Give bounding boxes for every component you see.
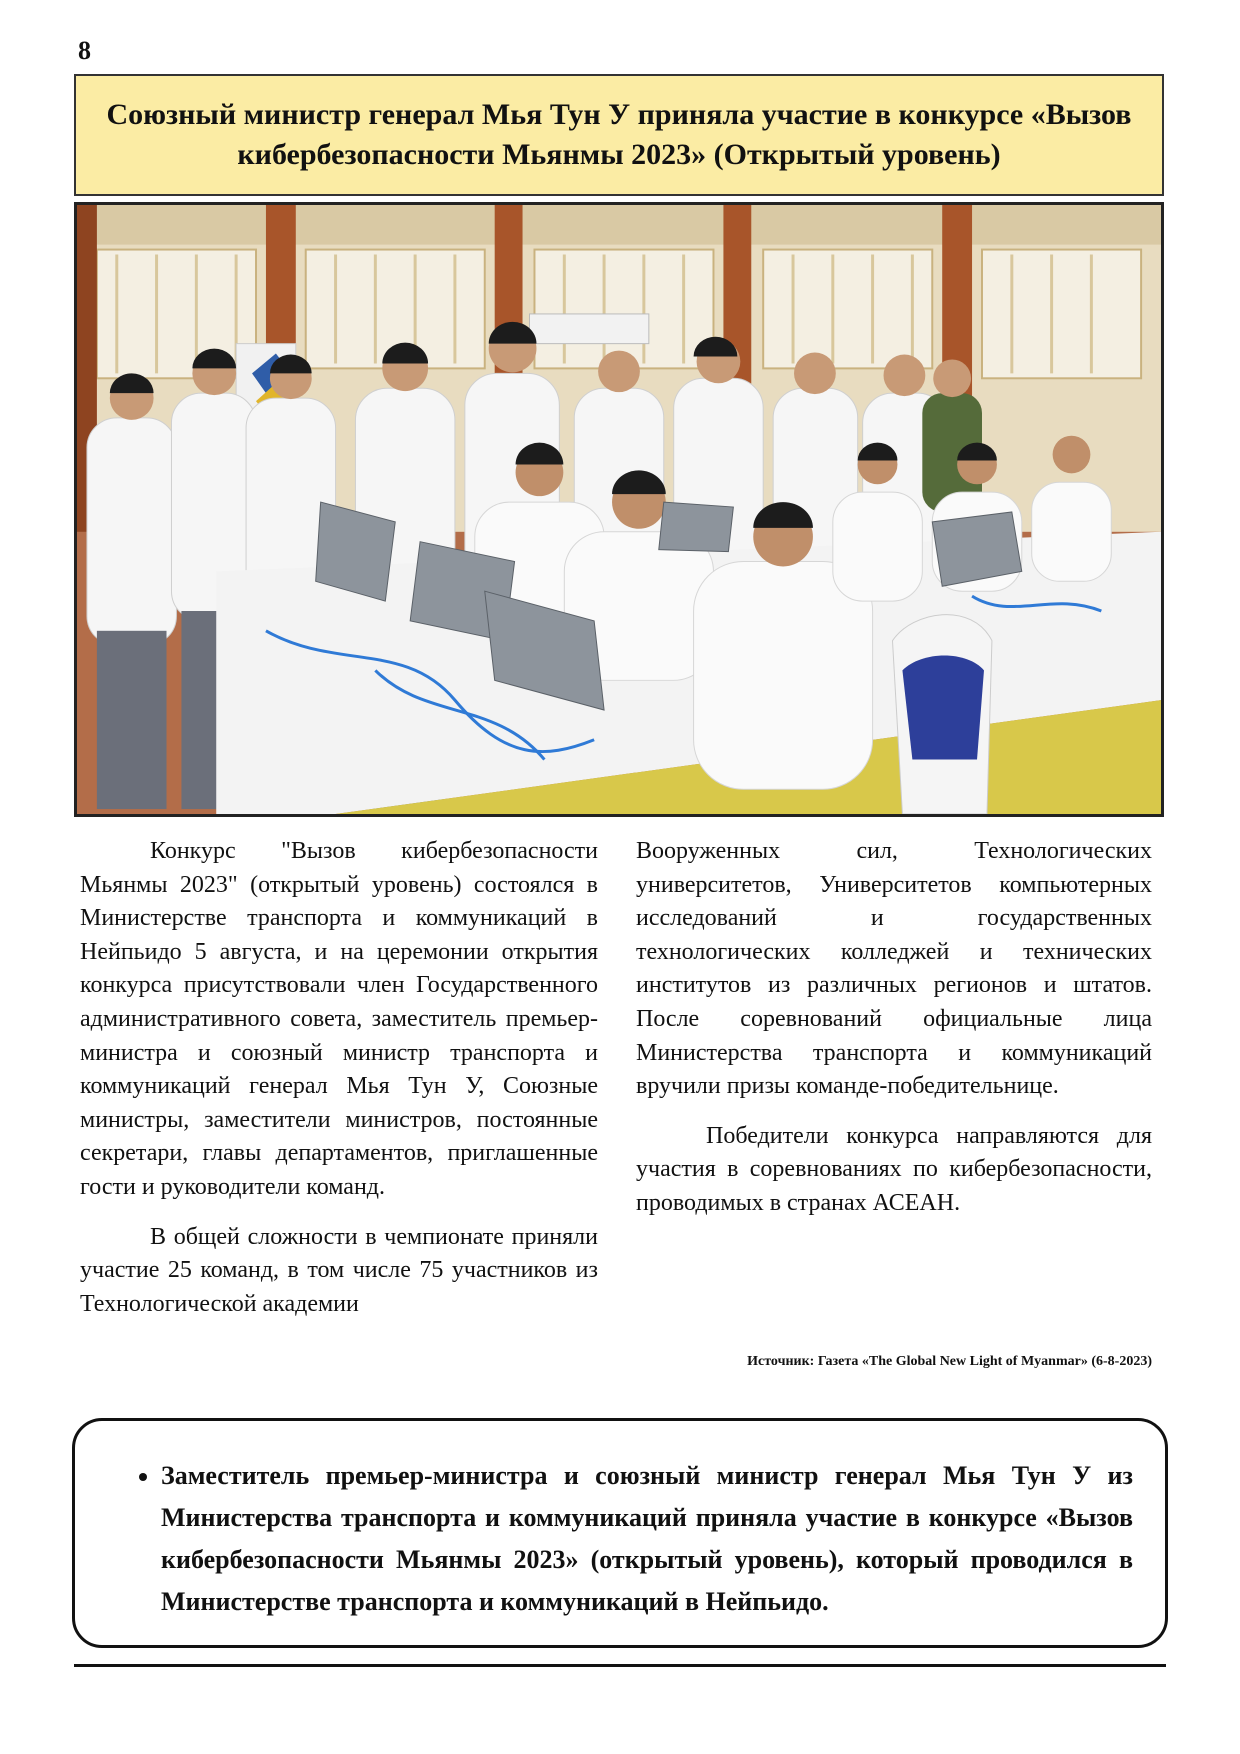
- page-number: 8: [78, 36, 91, 65]
- article-paragraph-3: Победители конкурса направляются для участия в соревнованиях по кибербезопасности, проводимых в странах АСЕАН.: [636, 1122, 1152, 1216]
- article-paragraph-1: Конкурс "Вызов кибербезопасности Мьянмы 2023" (открытый уровень) состоялся в Министерстве транспорта и коммуникаций в Нейпьидо 5 августа, и на церемонии открытия конкурса присутствовали член Государственного административного совета, заместитель премьер-министра и союзный министр транспорта и коммуникаций генерал Мья Тун У, Союзные министры, заместители министров, постоянные секретари, главы департаментов, приглашенные гости и руководители команд.: [80, 838, 598, 1200]
- article-title: Союзный министр генерал Мья Тун У приняла участие в конкурсе «Вызов кибербезопасности Мьянмы 2023» (Открытый уровень): [106, 98, 1132, 171]
- summary-list: [121, 1455, 1133, 1623]
- event-photo-illustration: [77, 205, 1161, 814]
- article-column-right: [636, 835, 1152, 1221]
- event-photo: [74, 202, 1164, 817]
- summary-box: [72, 1418, 1168, 1648]
- article-column-left: [80, 835, 598, 1321]
- summary-bullet: • Заместитель премьер-министра и союзный министр генерал Мья Тун У из Министерства транспорта и коммуникаций приняла участие в конкурсе «Вызов кибербезопасности Мьянмы 2023» (открытый уровень), который проводился в Министерстве транспорта и коммуникаций в Нейпьидо.: [161, 1455, 1133, 1623]
- article-paragraph-2-start: В общей сложности в чемпионате приняли участие 25 команд, в том числе 75 участников из Технологической академии: [80, 1223, 598, 1317]
- article-paragraph-2-continued: Вооруженных сил, Технологических университетов, Университетов компьютерных исследований и государственных технологических колледжей и технических институтов из различных регионов и штатов. После соревнований официальные лица Министерства транспорта и коммуникаций вручили призы команде-победительнице.: [636, 838, 1152, 1100]
- title-banner: [74, 74, 1164, 196]
- bottom-divider: [74, 1664, 1166, 1667]
- source-citation: Источник: Газета «The Global New Light of Myanmar» (6-8-2023): [747, 1354, 1152, 1369]
